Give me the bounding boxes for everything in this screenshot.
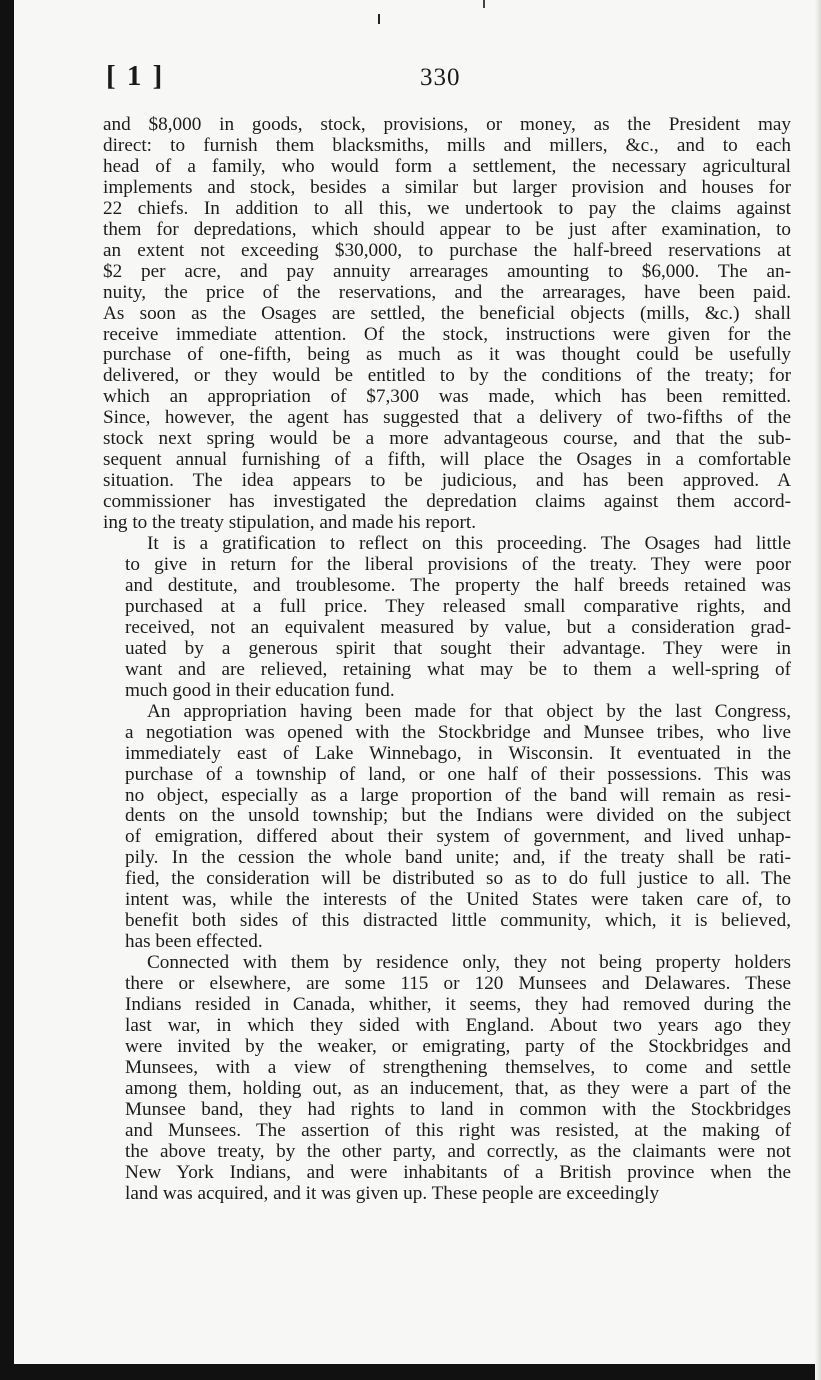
- text-line: were invited by the weaker, or emigrating, party of the Stockbridges and: [125, 1035, 791, 1057]
- text-line: Since, however, the agent has suggested that a delivery of two-fifths of the: [103, 407, 791, 429]
- text-line: an extent not exceeding $30,000, to purchase the half-breed reservations at: [103, 239, 791, 261]
- text-line: to give in return for the liberal provisions of the treaty. They were poor: [125, 554, 791, 576]
- scan-border-bottom: [0, 1364, 821, 1380]
- text-line: 22 chiefs. In addition to all this, we undertook to pay the claims against: [103, 197, 791, 219]
- text-line: Munsees, with a view of strengthening themselves, to come and settle: [125, 1056, 791, 1078]
- text-line: and Munsees. The assertion of this right was resisted, at the making of: [125, 1119, 791, 1141]
- text-line: intent was, while the interests of the United States were taken care of, to: [125, 889, 791, 911]
- text-line: of emigration, differed about their system of government, and lived unhap-: [125, 826, 791, 848]
- text-line: and destitute, and troublesome. The property the half breeds retained was: [125, 574, 791, 596]
- text-line: stock next spring would be a more advantageous course, and that the sub-: [103, 428, 791, 450]
- text-line: As soon as the Osages are settled, the beneficial objects (mills, &c.) shall: [103, 302, 791, 324]
- text-line: immediately east of Lake Winnebago, in Wisconsin. It eventuated in the: [125, 742, 791, 764]
- text-line: Connected with them by residence only, they not being property holders: [147, 952, 791, 974]
- text-line: purchase of a township of land, or one half of their possessions. This was: [125, 763, 791, 785]
- text-line: land was acquired, and it was given up. These people are exceedingly: [125, 1182, 660, 1204]
- text-line: uated by a generous spirit that sought their advantage. They were in: [125, 637, 791, 659]
- paragraph: [103, 953, 791, 1204]
- scan-border-left: [0, 0, 14, 1380]
- text-line: much good in their education fund.: [125, 679, 395, 701]
- text-line: benefit both sides of this distracted little community, which, it is believed,: [125, 910, 791, 932]
- text-line: implements and stock, besides a similar but larger provision and houses for: [103, 176, 791, 198]
- paragraph: [103, 115, 791, 534]
- text-line: received, not an equivalent measured by value, but a consideration grad-: [125, 616, 791, 638]
- text-line: situation. The idea appears to be judicious, and has been approved. A: [103, 470, 791, 492]
- page-edge-shadow: [815, 0, 821, 1380]
- text-line: want and are relieved, retaining what may be to them a well-spring of: [125, 658, 791, 680]
- text-line: sequent annual furnishing of a fifth, will place the Osages in a comfortable: [103, 449, 791, 471]
- document-reference: [ 1 ]: [106, 60, 165, 92]
- body-text: [103, 115, 791, 1205]
- text-line: last war, in which they sided with England. About two years ago they: [125, 1014, 791, 1036]
- text-line: receive immediate attention. Of the stock, instructions were given for the: [103, 323, 791, 345]
- text-line: pily. In the cession the whole band unite; and, if the treaty shall be rati-: [125, 847, 791, 869]
- text-line: purchase of one-fifth, being as much as it was thought could be usefully: [103, 344, 791, 366]
- text-line: nuity, the price of the reservations, and the arrearages, have been paid.: [103, 281, 791, 303]
- paragraph: [103, 534, 791, 702]
- text-line: them for depredations, which should appear to be just after examination, to: [103, 218, 791, 240]
- text-line: has been effected.: [125, 931, 263, 953]
- text-line: Indians resided in Canada, whither, it seems, they had removed during the: [125, 994, 791, 1016]
- text-line: An appropriation having been made for that object by the last Congress,: [147, 700, 791, 722]
- scan-artifact-mark: [483, 0, 485, 8]
- page-number: 330: [420, 64, 461, 91]
- text-line: which an appropriation of $7,300 was made, which has been remitted.: [103, 386, 791, 408]
- text-line: It is a gratification to reflect on this proceeding. The Osages had little: [147, 533, 791, 555]
- scan-artifact-mark: [378, 14, 380, 24]
- text-line: and $8,000 in goods, stock, provisions, or money, as the President may: [103, 114, 791, 135]
- text-line: there or elsewhere, are some 115 or 120 Munsees and Delawares. These: [125, 973, 791, 995]
- text-line: the above treaty, by the other party, and correctly, as the claimants were not: [125, 1140, 791, 1162]
- text-line: direct: to furnish them blacksmiths, mills and millers, &c., and to each: [103, 134, 791, 156]
- text-line: head of a family, who would form a settlement, the necessary agricultural: [103, 155, 791, 177]
- text-line: Munsee band, they had rights to land in common with the Stockbridges: [125, 1098, 791, 1120]
- text-line: commissioner has investigated the depredation claims against them accord-: [103, 491, 791, 513]
- text-line: delivered, or they would be entitled to by the conditions of the treaty; for: [103, 365, 791, 387]
- text-line: dents on the unsold township; but the Indians were divided on the subject: [125, 805, 791, 827]
- text-line: $2 per acre, and pay annuity arrearages amounting to $6,000. The an-: [103, 260, 791, 282]
- text-line: purchased at a full price. They released small comparative rights, and: [125, 595, 791, 617]
- text-line: fied, the consideration will be distributed so as to do full justice to all. The: [125, 868, 791, 890]
- text-line: New York Indians, and were inhabitants of a British province when the: [125, 1161, 791, 1183]
- text-line: ing to the treaty stipulation, and made his report.: [103, 512, 477, 534]
- text-line: among them, holding out, as an inducement, that, as they were a part of the: [125, 1077, 791, 1099]
- text-line: a negotiation was opened with the Stockbridge and Munsee tribes, who live: [125, 721, 791, 743]
- text-line: no object, especially as a large proportion of the band will remain as resi-: [125, 784, 791, 806]
- paragraph: [103, 702, 791, 953]
